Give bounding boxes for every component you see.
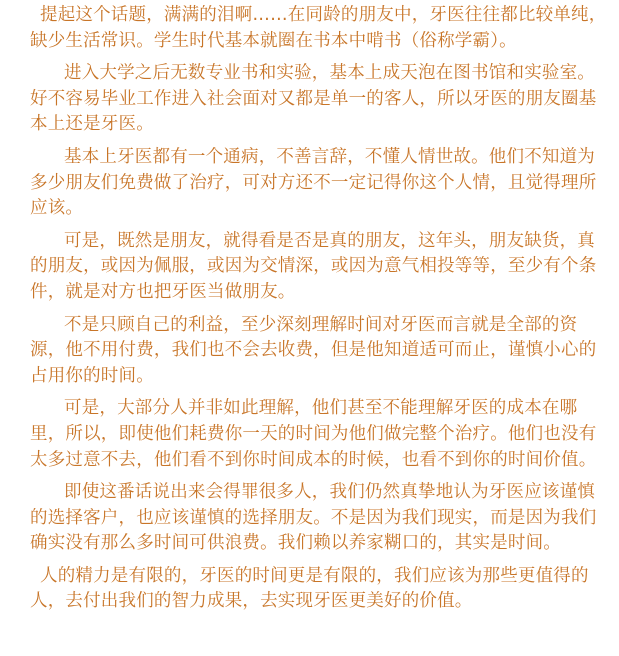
- paragraph-5: 不是只顾自己的利益，至少深刻理解时间对牙医而言就是全部的资源，他不用付费，我们也不会去收费，但是他知道适可而止，谨慎小心的占用你的时间。: [30, 314, 597, 386]
- paragraph-7: 即使这番话说出来会得罪很多人，我们仍然真挚地认为牙医应该谨慎的选择客户，也应该谨慎的选择朋友。不是因为我们现实，而是因为我们确实没有那么多时间可供浪费。我们赖以养家糊口的，其实是时间。: [30, 482, 597, 554]
- paragraph-2: 进入大学之后无数专业书和实验，基本上成天泡在图书馆和实验室。好不容易毕业工作进入社会面对又都是单一的客人，所以牙医的朋友圈基本上还是牙医。: [30, 63, 597, 135]
- paragraph-8: 人的精力是有限的，牙医的时间更是有限的，我们应该为那些更值得的人，去付出我们的智力成果，去实现牙医更美好的价值。: [30, 565, 589, 612]
- paragraph-3: 基本上牙医都有一个通病，不善言辞，不懂人情世故。他们不知道为多少朋友们免费做了治疗，可对方还不一定记得你这个人情，且觉得理所应该。: [30, 146, 597, 219]
- paragraph-1: 提起这个话题，满满的泪啊……在同龄的朋友中，牙医往往都比较单纯，缺少生活常识。学生时代基本就圈在书本中啃书（俗称学霸）。: [30, 5, 607, 51]
- paragraph-4: 可是，既然是朋友，就得看是否是真的朋友，这年头，朋友缺货，真的朋友，或因为佩服，或因为交情深，或因为意气相投等等，至少有个条件，就是对方也把牙医当做朋友。: [30, 230, 597, 302]
- paragraph-6: 可是，大部分人并非如此理解，他们甚至不能理解牙医的成本在哪里，所以，即使他们耗费你一天的时间为他们做完整个治疗。他们也没有太多过意不去，他们看不到你时间成本的时候，也看不到你的时间价值。: [30, 398, 597, 470]
